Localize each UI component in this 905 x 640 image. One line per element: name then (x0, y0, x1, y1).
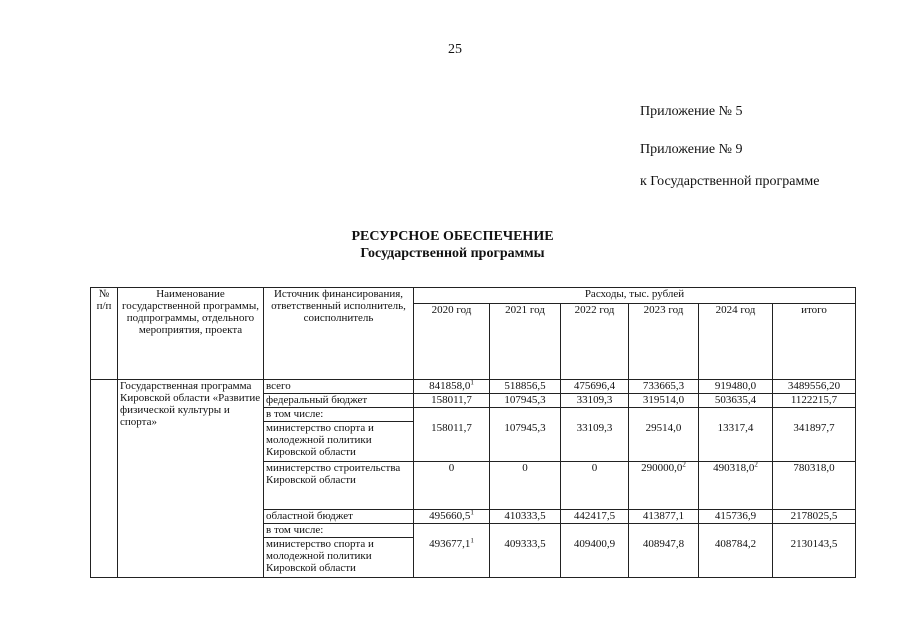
value-cell: 780318,0 (773, 462, 856, 510)
value-cell: 490318,0$^2$ (699, 462, 773, 510)
value-cell: 413877,1 (629, 510, 699, 524)
appendix-line-3: к Государственной программе (640, 174, 820, 189)
value-cell: 410333,5 (490, 510, 561, 524)
value-cell (561, 524, 629, 538)
program-name: Государственная программа Кировской области «Развитие физической культуры и спорта» (118, 380, 264, 578)
source-cell: в том числе: (264, 408, 414, 422)
value-cell: 1122215,7 (773, 394, 856, 408)
table-body (91, 288, 856, 578)
source-cell: министерство спорта и молодежной политики Кировской области (264, 538, 414, 578)
value-cell: 442417,5 (561, 510, 629, 524)
header-total: итого (773, 304, 856, 380)
value-cell: 33109,3 (561, 422, 629, 462)
value-cell: 158011,7 (414, 394, 490, 408)
value-cell (629, 524, 699, 538)
source-cell: областной бюджет (264, 510, 414, 524)
page-number: 25 (448, 42, 462, 57)
value-cell: 29514,0 (629, 422, 699, 462)
header-year-2024: 2024 год (699, 304, 773, 380)
value-cell (699, 524, 773, 538)
value-cell: 408947,8 (629, 538, 699, 578)
value-cell: 503635,4 (699, 394, 773, 408)
value-cell: 3489556,20 (773, 380, 856, 394)
resource-table (90, 287, 856, 578)
source-cell: министерство спорта и молодежной политики Кировской области (264, 422, 414, 462)
header-year-2020: 2020 год (414, 304, 490, 380)
document-subtitle: Государственной программы (360, 246, 545, 261)
value-cell (629, 408, 699, 422)
value-cell: 107945,3 (490, 394, 561, 408)
value-cell: 290000,0$^2$ (629, 462, 699, 510)
value-cell: 919480,0 (699, 380, 773, 394)
value-cell: 733665,3 (629, 380, 699, 394)
source-cell: министерство строительства Кировской области (264, 462, 414, 510)
value-cell: 409400,9 (561, 538, 629, 578)
value-cell: 495660,5$^1$ (414, 510, 490, 524)
value-cell: 841858,0$^1$ (414, 380, 490, 394)
value-cell (414, 524, 490, 538)
header-year-2021: 2021 год (490, 304, 561, 380)
value-cell: 408784,2 (699, 538, 773, 578)
value-cell: 0 (414, 462, 490, 510)
value-cell: 107945,3 (490, 422, 561, 462)
value-cell (773, 408, 856, 422)
value-cell: 2178025,5 (773, 510, 856, 524)
value-cell: 0 (490, 462, 561, 510)
value-cell (414, 408, 490, 422)
value-cell (699, 408, 773, 422)
value-cell: 493677,1$^1$ (414, 538, 490, 578)
header-year-2022: 2022 год (561, 304, 629, 380)
value-cell: 409333,5 (490, 538, 561, 578)
source-cell: всего (264, 380, 414, 394)
document-title: РЕСУРСНОЕ ОБЕСПЕЧЕНИЕ (351, 229, 554, 244)
value-cell (490, 408, 561, 422)
table-row (91, 380, 856, 394)
value-cell: 13317,4 (699, 422, 773, 462)
value-cell (490, 524, 561, 538)
value-cell: 475696,4 (561, 380, 629, 394)
source-cell: в том числе: (264, 524, 414, 538)
appendix-line-1: Приложение № 5 (640, 104, 743, 119)
header-year-2023: 2023 год (629, 304, 699, 380)
value-cell: 518856,5 (490, 380, 561, 394)
appendix-line-2: Приложение № 9 (640, 142, 743, 157)
value-cell: 319514,0 (629, 394, 699, 408)
header-expenses: Расходы, тыс. рублей (414, 288, 856, 304)
value-cell: 0 (561, 462, 629, 510)
header-num: № п/п (91, 288, 118, 380)
value-cell: 415736,9 (699, 510, 773, 524)
value-cell: 341897,7 (773, 422, 856, 462)
source-cell: федеральный бюджет (264, 394, 414, 408)
value-cell (561, 408, 629, 422)
header-source: Источник финансирования, ответственный исполнитель, соисполнитель (264, 288, 414, 380)
value-cell: 2130143,5 (773, 538, 856, 578)
value-cell: 158011,7 (414, 422, 490, 462)
value-cell: 33109,3 (561, 394, 629, 408)
value-cell (773, 524, 856, 538)
row-number-cell (91, 380, 118, 578)
header-name: Наименование государственной программы, подпрограммы, отдельного мероприятия, проекта (118, 288, 264, 380)
